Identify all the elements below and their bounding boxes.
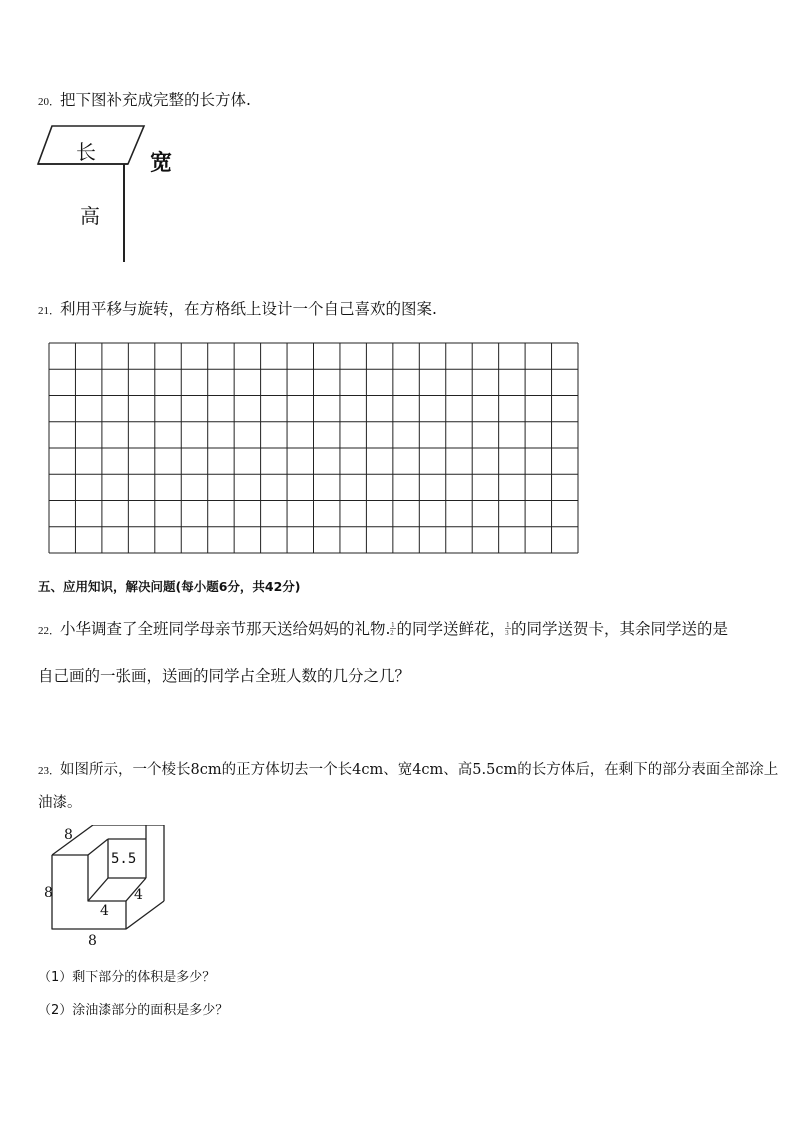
svg-text:1: 1 <box>505 622 510 629</box>
q20-width-label: 宽 <box>150 150 173 176</box>
q23-number: 23 <box>38 765 49 777</box>
q23-sub2: （2）涂油漆部分的面积是多少？ <box>38 1003 229 1018</box>
q22-text-b: 的同学送鲜花， <box>396 620 505 638</box>
q22-number: 22 <box>38 625 49 637</box>
section5-heading: 五、应用知识，解决问题(每小题6分，共42分) <box>38 579 301 594</box>
design-grid[interactable] <box>48 342 579 554</box>
q21-number: 21 <box>38 305 49 317</box>
q22-text-a: 小华调查了全班同学母亲节那天送给妈妈的礼物. <box>60 620 391 638</box>
q23-line2: 油漆。 <box>38 795 82 811</box>
svg-text:1: 1 <box>391 622 396 629</box>
q23-sub1: （1）剩下部分的体积是多少？ <box>38 970 216 985</box>
q23-cut-height-label: 5.5 <box>111 851 137 867</box>
q20-number: 20 <box>38 96 49 108</box>
q23-cut-width-label: 4 <box>100 903 109 919</box>
svg-text:3: 3 <box>504 630 509 636</box>
q23-figure <box>38 825 178 953</box>
q20-length-label: 长 <box>76 140 96 164</box>
fraction-mark-1 <box>390 620 396 636</box>
l-shape-solid-drawing <box>38 825 178 953</box>
q23-top-label: 8 <box>64 827 73 843</box>
q21-text: 21．利用平移与旋转，在方格纸上设计一个自己喜欢的图案. <box>38 300 437 318</box>
q20-prompt: 把下图补充成完整的长方体. <box>60 91 251 109</box>
q23-bottom-label: 8 <box>88 933 97 949</box>
fraction-mark-2 <box>505 620 511 636</box>
q23-text: 如图所示，一个棱长8cm的正方体切去一个长4cm、宽4cm、高5.5cm的长方体后，在剩下的部分表面全部涂上 <box>60 762 779 778</box>
q23-line1: 23．如图所示，一个棱长8cm的正方体切去一个长4cm、宽4cm、高5.5cm的长方体后，在剩下的部分表面全部涂上 <box>38 762 779 778</box>
q20-height-label: 高 <box>80 204 100 228</box>
q20-text: 20．把下图补充成完整的长方体. <box>38 91 251 109</box>
q22-text-c: 的同学送贺卡，其余同学送的是 <box>510 620 728 638</box>
q23-left-label: 8 <box>44 885 53 901</box>
q22-line2: 自己画的一张画，送画的同学占全班人数的几分之几？ <box>38 667 411 685</box>
q23-cut-depth-label: 4 <box>134 887 143 903</box>
svg-text:2: 2 <box>390 630 395 636</box>
q22-line1: 22．小华调查了全班同学母亲节那天送给妈妈的礼物. 1 2 的同学送鲜花， 1 3 的同学送贺卡，其余同学送的是 <box>38 620 728 638</box>
q21-prompt: 利用平移与旋转，在方格纸上设计一个自己喜欢的图案. <box>60 300 437 318</box>
q20-figure <box>36 118 196 266</box>
